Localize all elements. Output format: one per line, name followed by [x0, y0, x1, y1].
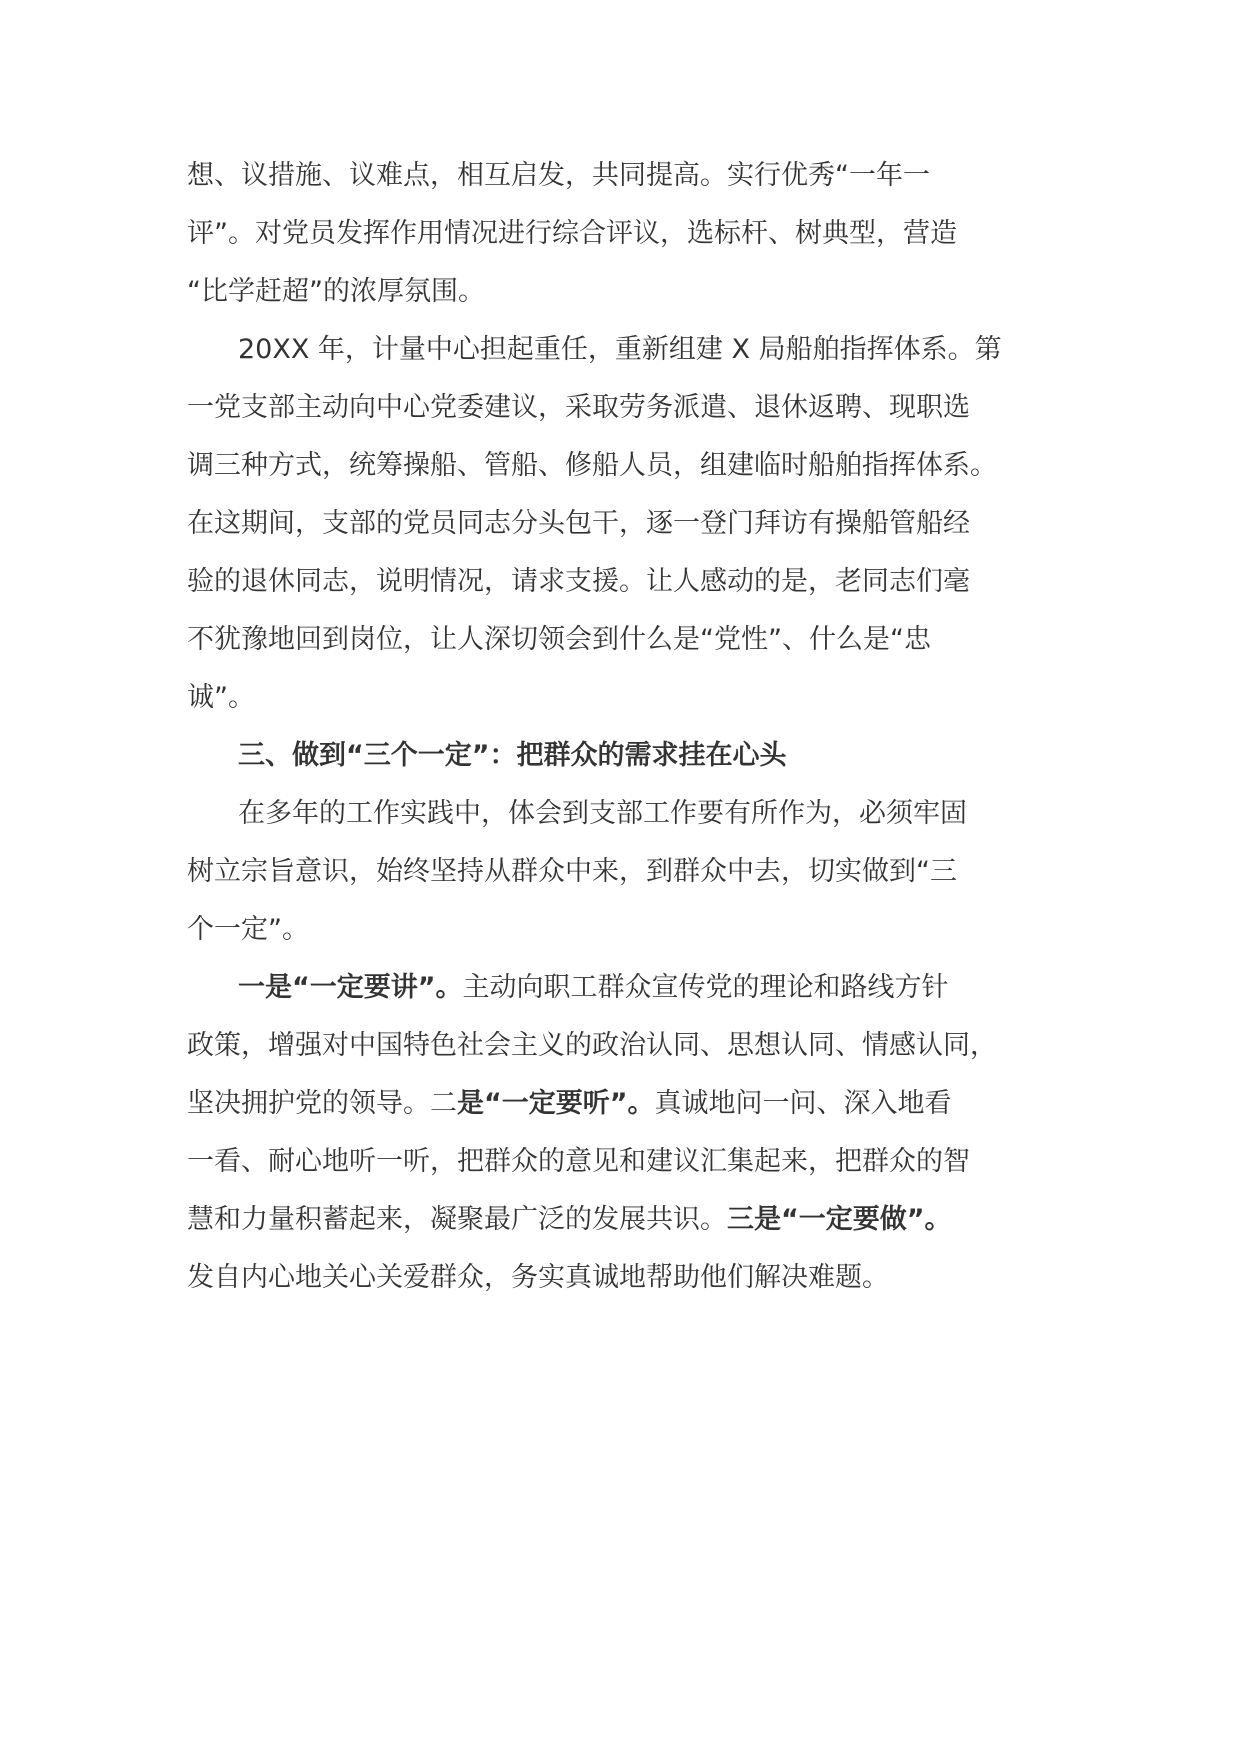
- paragraph-line: 调三种方式，统筹操船、管船、修船人员，组建临时船舶指挥体系。: [187, 450, 997, 481]
- paragraph-line: [187, 1202, 952, 1238]
- paragraph-line: 想、议措施、议难点，相互启发，共同提高。实行优秀“一年一: [187, 160, 930, 191]
- paragraph-line: 不犹豫地回到岗位，让人深切领会到什么是“党性”、什么是“忠: [187, 624, 931, 655]
- paragraph-line: 发自内心地关心关爱群众，务实真诚地帮助他们解决难题。: [187, 1262, 889, 1293]
- paragraph-line: 个一定”。: [187, 914, 309, 945]
- paragraph-line: 在这期间，支部的党员同志分头包干，逐一登门拜访有操船管船经: [187, 508, 970, 539]
- paragraph-line: 评”。对党员发挥作用情况进行综合评议，选标杆、树典型，营造: [187, 218, 957, 249]
- paragraph-line: 20XX 年，计量中心担起重任，重新组建 X 局船舶指挥体系。第: [238, 334, 1002, 365]
- paragraph-line: [187, 1086, 952, 1122]
- emphasis-text: 三是“一定要做”。: [727, 1204, 952, 1235]
- body-text: 慧和力量积蓄起来，凝聚最广泛的发展共识。: [187, 1204, 727, 1235]
- paragraph-line: [238, 970, 949, 1006]
- paragraph-line: 政策，增强对中国特色社会主义的政治认同、思想认同、情感认同，: [187, 1030, 997, 1061]
- paragraph-line: “比学赶超”的浓厚氛围。: [187, 276, 485, 307]
- paragraph-line: 在多年的工作实践中，体会到支部工作要有所作为，必须牢固: [238, 798, 967, 829]
- body-text: 主动向职工群众宣传党的理论和路线方针: [462, 972, 949, 1003]
- paragraph-line: 树立宗旨意识，始终坚持从群众中来，到群众中去，切实做到“三: [187, 856, 957, 887]
- body-text: 真诚地问一问、深入地看: [654, 1088, 952, 1119]
- section-heading: 三、做到“三个一定”：把群众的需求挂在心头: [238, 740, 787, 771]
- paragraph-line: 一看、耐心地听一听，把群众的意见和建议汇集起来，把群众的智: [187, 1146, 970, 1177]
- paragraph-line: 一党支部主动向中心党委建议，采取劳务派遣、退休返聘、现职选: [187, 392, 970, 423]
- emphasis-text: 一是“一定要讲”。: [238, 972, 463, 1003]
- paragraph-line: 诚”。: [187, 682, 255, 713]
- body-text: 坚决拥护党的领导。二: [187, 1088, 457, 1119]
- emphasis-text: 是“一定要听”。: [457, 1088, 655, 1119]
- paragraph-line: 验的退休同志，说明情况，请求支援。让人感动的是，老同志们毫: [187, 566, 970, 597]
